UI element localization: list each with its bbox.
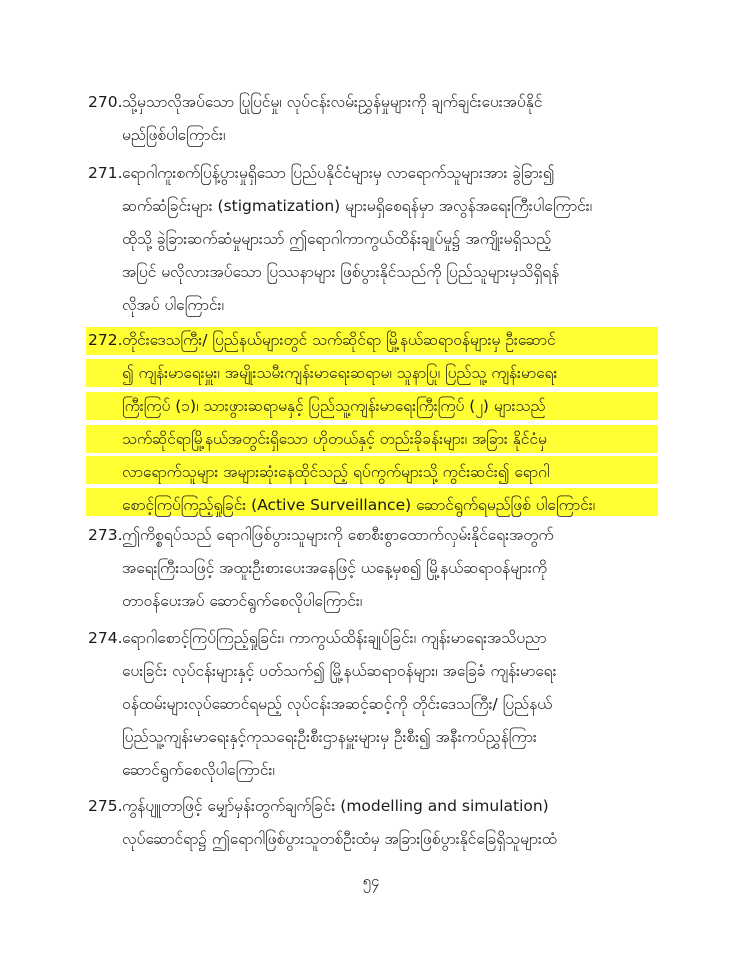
paragraph-270: [88, 86, 654, 152]
paragraph-number: 274.: [88, 629, 123, 647]
paragraph-line: 271.ရောဂါကူးစက်ပြန့်ပွားမှုရှိသော ပြည်ပနိုင်ငံများမှ လာရောက်သူများအား ခွဲခြား၍: [88, 157, 654, 190]
paragraph-line: 270.သို့မှသာလိုအပ်သော ပြုပြင်မှု၊ လုပ်ငန်းလမ်းညွှန်မှုများကို ချက်ချင်းပေးအပ်နိုင်: [88, 86, 654, 119]
paragraph-number: 273.: [88, 526, 123, 544]
paragraph-line: 275.ကွန်ပျူတာဖြင့် မျှော်မှန်းတွက်ချက်ခြင်း (modelling and simulation): [88, 790, 654, 823]
paragraph-line: သက်ဆိုင်ရာမြို့နယ်အတွင်းရှိသော ဟိုတယ်နှင့် တည်းခိုခန်းများ၊ အခြား နိုင်ငံမှ: [122, 430, 547, 448]
paragraph-line: လိုအပ် ပါကြောင်း၊: [122, 296, 224, 314]
paragraph-273: [88, 519, 654, 618]
paragraph-272: [88, 324, 654, 522]
paragraph-line: ပေးခြင်း လုပ်ငန်းများနှင့် ပတ်သက်၍ မြို့နယ်ဆရာဝန်များ၊ အခြေခံ ကျန်းမာရေး: [122, 662, 557, 680]
paragraph-line: 272.တိုင်းဒေသကြီး/ ပြည်နယ်များတွင် သက်ဆိုင်ရာ မြို့နယ်ဆရာဝန်များမှ ဦးဆောင်: [88, 324, 654, 357]
paragraph-line: အရေးကြီးသဖြင့် အထူးဦးစားပေးအနေဖြင့် ယနေ့မှစ၍ မြို့နယ်ဆရာဝန်များကို: [122, 559, 547, 577]
paragraph-number: 270.: [88, 93, 123, 111]
paragraph-line: 273.ဤကိစ္စရပ်သည် ရောဂါဖြစ်ပွားသူများကို စောစီးစွာထောက်လှမ်းနိုင်ရေးအတွက်: [88, 519, 654, 552]
paragraph-line: ဆောင်ရွက်စေလိုပါကြောင်း၊: [122, 761, 275, 779]
paragraph-line: ဝန်ထမ်းများလုပ်ဆောင်ရမည့် လုပ်ငန်းအဆင့်ဆင့်ကို တိုင်းဒေသကြီး/ ပြည်နယ်: [122, 695, 553, 713]
paragraph-number: 271.: [88, 164, 123, 182]
page-number: ၅၄: [362, 872, 380, 890]
paragraph-line: စောင့်ကြပ်ကြည့်ရှုခြင်း (Active Surveillance) ဆောင်ရွက်ရမည်ဖြစ် ပါကြောင်း၊: [122, 496, 596, 514]
paragraph-line: ထိုသို့ ခွဲခြားဆက်ဆံမှုများသာ် ဤရောဂါကာကွယ်ထိန်းချုပ်မှု၌ အကျိုးမရှိသည့်: [122, 230, 552, 248]
paragraph-271: [88, 157, 654, 322]
paragraph-line: ကြီးကြပ် (၁)၊ သားဖွားဆရာမနှင့် ပြည်သူ့ကျန်းမာရေးကြီးကြပ် (၂) များသည်: [122, 397, 546, 415]
paragraph-line: မည်ဖြစ်ပါကြောင်း၊: [122, 126, 226, 144]
paragraph-line: ဆက်ဆံခြင်းများ (stigmatization) များမရှိစေရန်မှာ အလွန်အရေးကြီးပါကြောင်း၊: [122, 197, 593, 215]
paragraph-line: ၍ ကျန်းမာရေးမှူး၊ အမျိုးသမီးကျန်းမာရေးဆရာမ၊ သူနာပြု၊ ပြည်သူ့ ကျန်းမာရေး: [122, 364, 558, 382]
paragraph-line: တာဝန်ပေးအပ် ဆောင်ရွက်စေလိုပါကြောင်း၊: [122, 592, 363, 610]
paragraph-line: အပြင် မလိုလားအပ်သော ပြဿနာများ ဖြစ်ပွားနိုင်သည်ကို ပြည်သူများမှသိရှိရန်: [122, 263, 560, 281]
paragraph-274: [88, 622, 654, 787]
paragraph-line: ပြည်သူ့ကျန်းမာရေးနှင့်ကုသရေးဦးစီးဌာနမှူးများမှ ဦးစီး၍ အနီးကပ်ညွှန်ကြား: [122, 728, 537, 746]
paragraph-line: လုပ်ဆောင်ရာ၌ ဤရောဂါဖြစ်ပွားသူတစ်ဦးထံမှ အခြားဖြစ်ပွားနိုင်ခြေရှိသူများထံ: [122, 830, 557, 848]
paragraph-line: 274.ရောဂါစောင့်ကြပ်ကြည့်ရှုခြင်း၊ ကာကွယ်ထိန်းချုပ်ခြင်း၊ ကျန်းမာရေးအသိပညာ: [88, 622, 654, 655]
paragraph-line: လာရောက်သူများ အများဆုံးနေထိုင်သည့် ရပ်ကွက်များသို့ ကွင်းဆင်း၍ ရောဂါ: [122, 463, 550, 481]
paragraph-number: 275.: [88, 797, 123, 815]
paragraph-275: [88, 790, 654, 856]
paragraph-number: 272.: [88, 331, 123, 349]
